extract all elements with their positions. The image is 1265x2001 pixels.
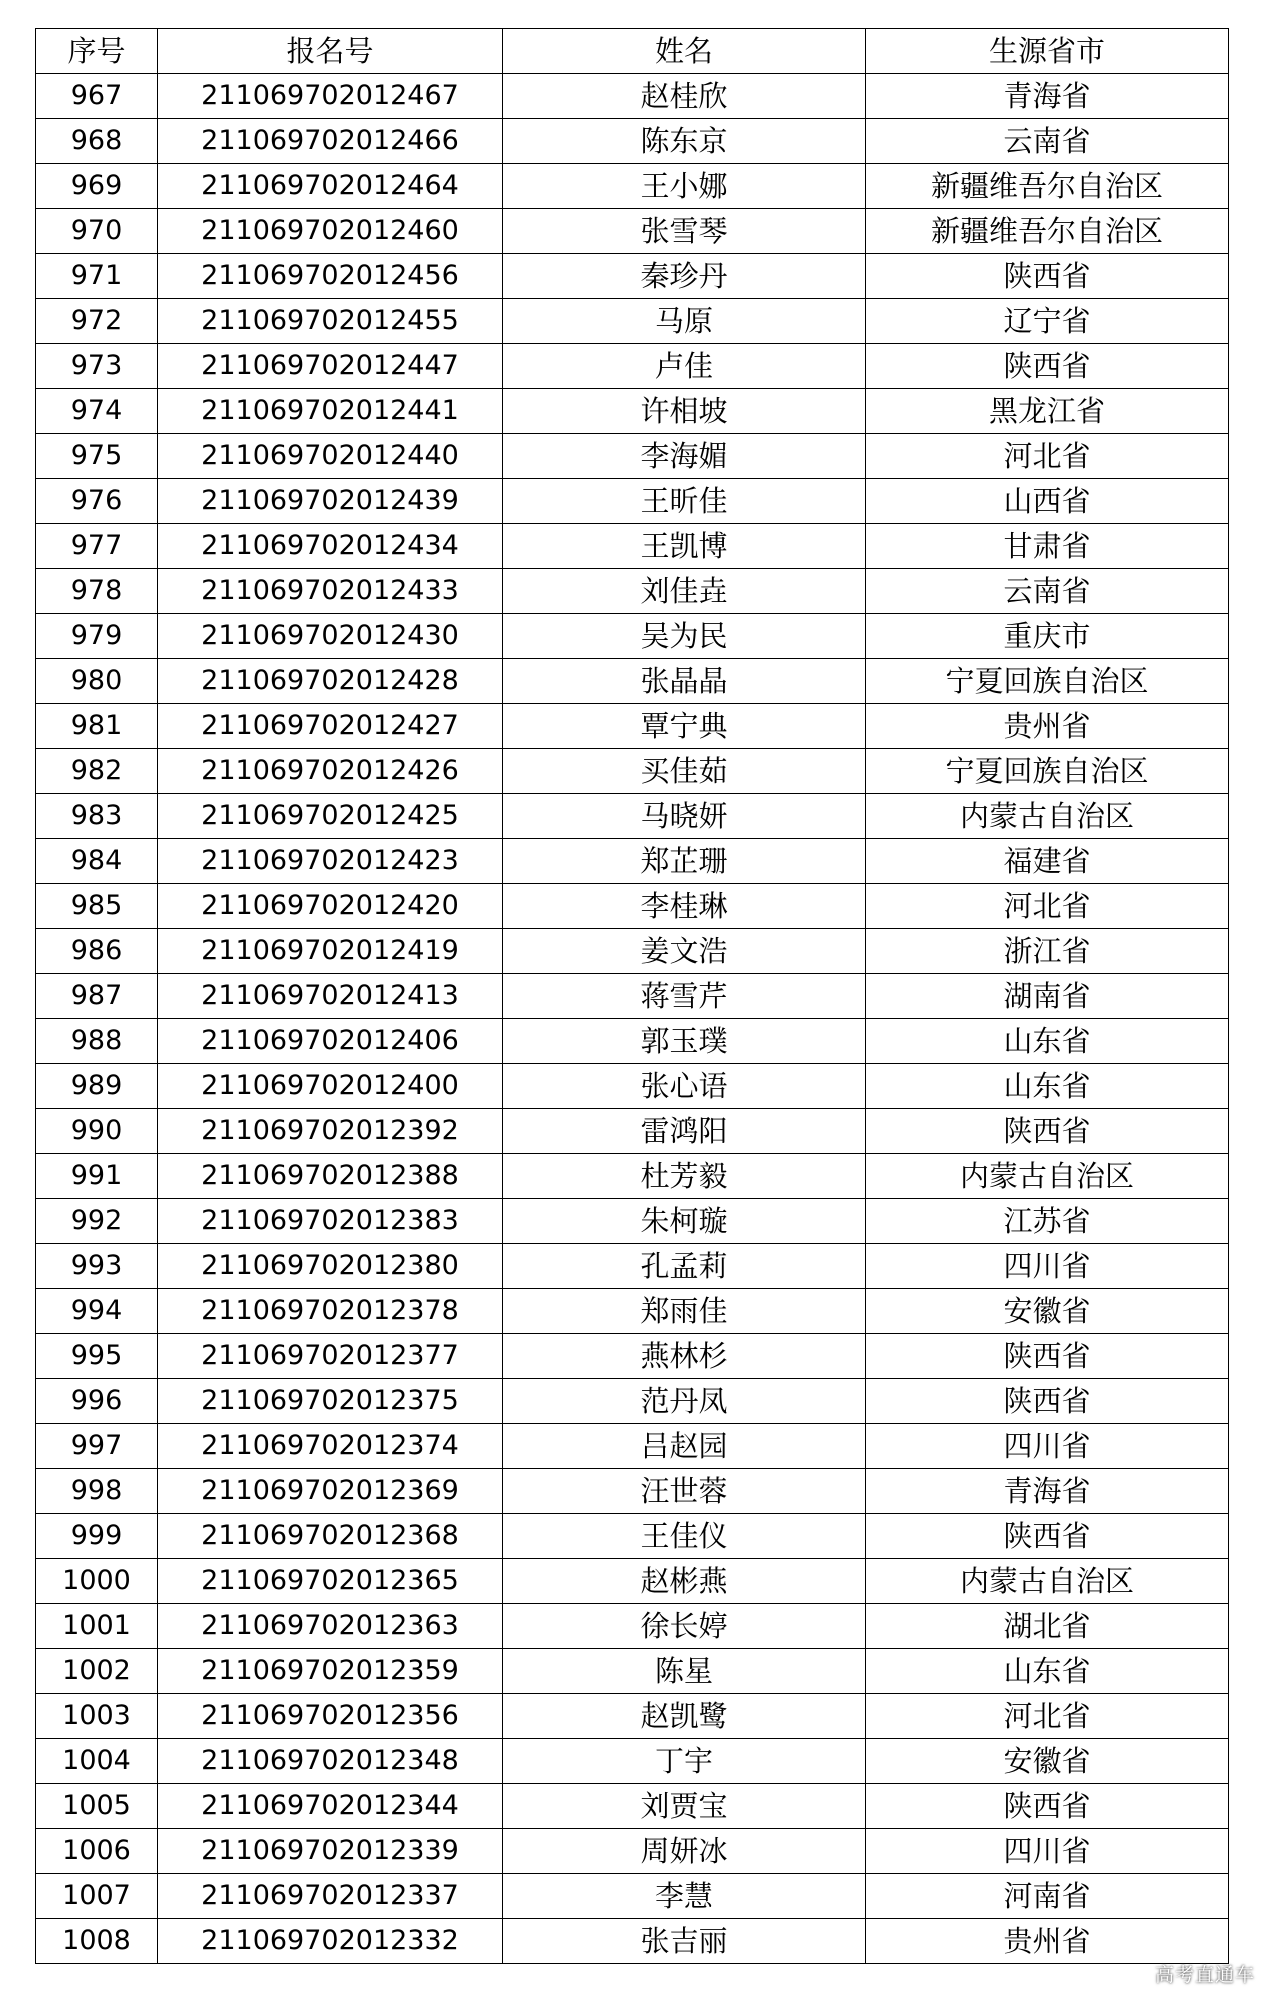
cell-name: 马原 — [503, 299, 866, 344]
cell-name: 周妍冰 — [503, 1829, 866, 1874]
header-seq: 序号 — [36, 29, 158, 74]
cell-seq: 977 — [36, 524, 158, 569]
cell-seq: 979 — [36, 614, 158, 659]
cell-reg-no: 211069702012447 — [158, 344, 503, 389]
cell-name: 刘佳垚 — [503, 569, 866, 614]
cell-reg-no: 211069702012430 — [158, 614, 503, 659]
table-row — [36, 1784, 1229, 1829]
cell-seq: 972 — [36, 299, 158, 344]
table-row — [36, 1514, 1229, 1559]
cell-name: 赵彬燕 — [503, 1559, 866, 1604]
cell-origin: 云南省 — [866, 119, 1229, 164]
cell-seq: 988 — [36, 1019, 158, 1064]
cell-seq: 984 — [36, 839, 158, 884]
table-row — [36, 1739, 1229, 1784]
cell-name: 许相坡 — [503, 389, 866, 434]
table-row — [36, 929, 1229, 974]
roster-table-container — [35, 28, 1228, 1964]
table-row — [36, 1424, 1229, 1469]
cell-reg-no: 211069702012427 — [158, 704, 503, 749]
cell-seq: 1000 — [36, 1559, 158, 1604]
cell-reg-no: 211069702012378 — [158, 1289, 503, 1334]
cell-seq: 1004 — [36, 1739, 158, 1784]
cell-seq: 978 — [36, 569, 158, 614]
cell-seq: 990 — [36, 1109, 158, 1154]
cell-reg-no: 211069702012368 — [158, 1514, 503, 1559]
cell-seq: 974 — [36, 389, 158, 434]
cell-seq: 997 — [36, 1424, 158, 1469]
cell-origin: 新疆维吾尔自治区 — [866, 209, 1229, 254]
header-row — [36, 29, 1229, 74]
cell-origin: 河北省 — [866, 434, 1229, 479]
cell-reg-no: 211069702012464 — [158, 164, 503, 209]
cell-name: 郑芷珊 — [503, 839, 866, 884]
cell-origin: 福建省 — [866, 839, 1229, 884]
cell-reg-no: 211069702012344 — [158, 1784, 503, 1829]
cell-name: 张吉丽 — [503, 1919, 866, 1964]
cell-name: 杜芳毅 — [503, 1154, 866, 1199]
cell-name: 郑雨佳 — [503, 1289, 866, 1334]
cell-reg-no: 211069702012439 — [158, 479, 503, 524]
cell-origin: 山东省 — [866, 1064, 1229, 1109]
cell-seq: 971 — [36, 254, 158, 299]
cell-seq: 969 — [36, 164, 158, 209]
table-row — [36, 344, 1229, 389]
cell-reg-no: 211069702012423 — [158, 839, 503, 884]
cell-name: 雷鸿阳 — [503, 1109, 866, 1154]
cell-name: 燕林杉 — [503, 1334, 866, 1379]
cell-reg-no: 211069702012377 — [158, 1334, 503, 1379]
cell-name: 李海媚 — [503, 434, 866, 479]
cell-reg-no: 211069702012392 — [158, 1109, 503, 1154]
cell-origin: 安徽省 — [866, 1739, 1229, 1784]
cell-origin: 云南省 — [866, 569, 1229, 614]
cell-name: 赵凯鹭 — [503, 1694, 866, 1739]
table-row — [36, 524, 1229, 569]
cell-seq: 989 — [36, 1064, 158, 1109]
cell-name: 吴为民 — [503, 614, 866, 659]
cell-seq: 985 — [36, 884, 158, 929]
cell-origin: 四川省 — [866, 1244, 1229, 1289]
cell-origin: 新疆维吾尔自治区 — [866, 164, 1229, 209]
cell-name: 汪世蓉 — [503, 1469, 866, 1514]
table-row — [36, 1154, 1229, 1199]
cell-seq: 986 — [36, 929, 158, 974]
cell-name: 郭玉璞 — [503, 1019, 866, 1064]
table-row — [36, 569, 1229, 614]
cell-reg-no: 211069702012339 — [158, 1829, 503, 1874]
cell-origin: 山西省 — [866, 479, 1229, 524]
table-row — [36, 1064, 1229, 1109]
cell-reg-no: 211069702012383 — [158, 1199, 503, 1244]
cell-name: 李桂琳 — [503, 884, 866, 929]
table-row — [36, 1289, 1229, 1334]
cell-reg-no: 211069702012406 — [158, 1019, 503, 1064]
cell-origin: 四川省 — [866, 1829, 1229, 1874]
cell-origin: 青海省 — [866, 1469, 1229, 1514]
cell-origin: 贵州省 — [866, 1919, 1229, 1964]
cell-seq: 1006 — [36, 1829, 158, 1874]
cell-reg-no: 211069702012441 — [158, 389, 503, 434]
cell-name: 孔孟莉 — [503, 1244, 866, 1289]
cell-seq: 995 — [36, 1334, 158, 1379]
cell-reg-no: 211069702012467 — [158, 74, 503, 119]
cell-origin: 浙江省 — [866, 929, 1229, 974]
cell-seq: 999 — [36, 1514, 158, 1559]
cell-name: 王昕佳 — [503, 479, 866, 524]
cell-reg-no: 211069702012420 — [158, 884, 503, 929]
cell-reg-no: 211069702012337 — [158, 1874, 503, 1919]
cell-name: 蒋雪芹 — [503, 974, 866, 1019]
table-row — [36, 794, 1229, 839]
cell-origin: 湖南省 — [866, 974, 1229, 1019]
cell-reg-no: 211069702012428 — [158, 659, 503, 704]
cell-name: 丁宇 — [503, 1739, 866, 1784]
cell-origin: 湖北省 — [866, 1604, 1229, 1649]
table-row — [36, 209, 1229, 254]
cell-name: 马晓妍 — [503, 794, 866, 839]
cell-seq: 1008 — [36, 1919, 158, 1964]
cell-seq: 967 — [36, 74, 158, 119]
cell-reg-no: 211069702012419 — [158, 929, 503, 974]
cell-seq: 1003 — [36, 1694, 158, 1739]
cell-reg-no: 211069702012374 — [158, 1424, 503, 1469]
cell-reg-no: 211069702012413 — [158, 974, 503, 1019]
cell-reg-no: 211069702012375 — [158, 1379, 503, 1424]
cell-reg-no: 211069702012466 — [158, 119, 503, 164]
cell-origin: 山东省 — [866, 1649, 1229, 1694]
cell-seq: 981 — [36, 704, 158, 749]
cell-reg-no: 211069702012425 — [158, 794, 503, 839]
cell-reg-no: 211069702012356 — [158, 1694, 503, 1739]
cell-name: 赵桂欣 — [503, 74, 866, 119]
watermark-text: 高考直通车 — [1154, 1964, 1255, 1986]
table-row — [36, 1334, 1229, 1379]
cell-origin: 陕西省 — [866, 1379, 1229, 1424]
cell-seq: 975 — [36, 434, 158, 479]
cell-name: 王凯博 — [503, 524, 866, 569]
table-row — [36, 1244, 1229, 1289]
cell-seq: 970 — [36, 209, 158, 254]
cell-reg-no: 211069702012348 — [158, 1739, 503, 1784]
table-row — [36, 884, 1229, 929]
cell-origin: 贵州省 — [866, 704, 1229, 749]
table-row — [36, 119, 1229, 164]
cell-name: 秦珍丹 — [503, 254, 866, 299]
table-row — [36, 1919, 1229, 1964]
cell-reg-no: 211069702012380 — [158, 1244, 503, 1289]
cell-seq: 976 — [36, 479, 158, 524]
cell-seq: 968 — [36, 119, 158, 164]
cell-seq: 973 — [36, 344, 158, 389]
cell-name: 陈东京 — [503, 119, 866, 164]
cell-origin: 陕西省 — [866, 344, 1229, 389]
cell-seq: 1007 — [36, 1874, 158, 1919]
cell-seq: 991 — [36, 1154, 158, 1199]
table-row — [36, 389, 1229, 434]
cell-origin: 内蒙古自治区 — [866, 1559, 1229, 1604]
cell-origin: 山东省 — [866, 1019, 1229, 1064]
table-row — [36, 1469, 1229, 1514]
cell-name: 刘贾宝 — [503, 1784, 866, 1829]
cell-reg-no: 211069702012400 — [158, 1064, 503, 1109]
cell-origin: 辽宁省 — [866, 299, 1229, 344]
table-row — [36, 74, 1229, 119]
table-header — [36, 29, 1229, 74]
cell-seq: 987 — [36, 974, 158, 1019]
cell-seq: 1005 — [36, 1784, 158, 1829]
table-body — [36, 74, 1229, 1964]
table-row — [36, 614, 1229, 659]
cell-name: 张晶晶 — [503, 659, 866, 704]
cell-origin: 内蒙古自治区 — [866, 794, 1229, 839]
cell-name: 李慧 — [503, 1874, 866, 1919]
cell-origin: 河南省 — [866, 1874, 1229, 1919]
cell-name: 吕赵园 — [503, 1424, 866, 1469]
cell-origin: 黑龙江省 — [866, 389, 1229, 434]
cell-name: 范丹凤 — [503, 1379, 866, 1424]
header-origin: 生源省市 — [866, 29, 1229, 74]
table-row — [36, 164, 1229, 209]
cell-name: 张雪琴 — [503, 209, 866, 254]
cell-reg-no: 211069702012455 — [158, 299, 503, 344]
cell-origin: 重庆市 — [866, 614, 1229, 659]
table-row — [36, 1874, 1229, 1919]
cell-name: 卢佳 — [503, 344, 866, 389]
cell-name: 朱柯璇 — [503, 1199, 866, 1244]
roster-table — [35, 28, 1229, 1964]
cell-reg-no: 211069702012426 — [158, 749, 503, 794]
table-row — [36, 1829, 1229, 1874]
header-reg-no: 报名号 — [158, 29, 503, 74]
table-row — [36, 1649, 1229, 1694]
cell-name: 陈星 — [503, 1649, 866, 1694]
cell-origin: 陕西省 — [866, 1109, 1229, 1154]
cell-seq: 1002 — [36, 1649, 158, 1694]
cell-name: 买佳茹 — [503, 749, 866, 794]
cell-reg-no: 211069702012456 — [158, 254, 503, 299]
table-row — [36, 254, 1229, 299]
cell-reg-no: 211069702012440 — [158, 434, 503, 479]
cell-seq: 1001 — [36, 1604, 158, 1649]
table-row — [36, 974, 1229, 1019]
cell-seq: 980 — [36, 659, 158, 704]
table-row — [36, 1019, 1229, 1064]
cell-seq: 983 — [36, 794, 158, 839]
table-row — [36, 299, 1229, 344]
table-row — [36, 1109, 1229, 1154]
cell-reg-no: 211069702012388 — [158, 1154, 503, 1199]
cell-reg-no: 211069702012363 — [158, 1604, 503, 1649]
cell-origin: 河北省 — [866, 1694, 1229, 1739]
cell-origin: 宁夏回族自治区 — [866, 749, 1229, 794]
cell-name: 姜文浩 — [503, 929, 866, 974]
table-row — [36, 479, 1229, 524]
cell-origin: 宁夏回族自治区 — [866, 659, 1229, 704]
cell-seq: 982 — [36, 749, 158, 794]
table-row — [36, 1694, 1229, 1739]
table-row — [36, 1559, 1229, 1604]
table-row — [36, 839, 1229, 884]
cell-reg-no: 211069702012369 — [158, 1469, 503, 1514]
cell-origin: 甘肃省 — [866, 524, 1229, 569]
cell-origin: 河北省 — [866, 884, 1229, 929]
header-name: 姓名 — [503, 29, 866, 74]
cell-origin: 内蒙古自治区 — [866, 1154, 1229, 1199]
cell-reg-no: 211069702012365 — [158, 1559, 503, 1604]
cell-origin: 青海省 — [866, 74, 1229, 119]
table-row — [36, 434, 1229, 479]
cell-seq: 996 — [36, 1379, 158, 1424]
cell-reg-no: 211069702012434 — [158, 524, 503, 569]
cell-name: 徐长婷 — [503, 1604, 866, 1649]
cell-seq: 994 — [36, 1289, 158, 1334]
cell-reg-no: 211069702012359 — [158, 1649, 503, 1694]
cell-origin: 陕西省 — [866, 1334, 1229, 1379]
cell-name: 王佳仪 — [503, 1514, 866, 1559]
cell-origin: 陕西省 — [866, 254, 1229, 299]
table-row — [36, 704, 1229, 749]
cell-name: 张心语 — [503, 1064, 866, 1109]
cell-reg-no: 211069702012332 — [158, 1919, 503, 1964]
cell-origin: 陕西省 — [866, 1514, 1229, 1559]
table-row — [36, 749, 1229, 794]
cell-seq: 992 — [36, 1199, 158, 1244]
cell-origin: 江苏省 — [866, 1199, 1229, 1244]
cell-reg-no: 211069702012433 — [158, 569, 503, 614]
table-row — [36, 659, 1229, 704]
table-row — [36, 1379, 1229, 1424]
cell-reg-no: 211069702012460 — [158, 209, 503, 254]
cell-seq: 998 — [36, 1469, 158, 1514]
cell-seq: 993 — [36, 1244, 158, 1289]
cell-origin: 安徽省 — [866, 1289, 1229, 1334]
cell-name: 覃宁典 — [503, 704, 866, 749]
cell-origin: 四川省 — [866, 1424, 1229, 1469]
table-row — [36, 1199, 1229, 1244]
table-row — [36, 1604, 1229, 1649]
cell-name: 王小娜 — [503, 164, 866, 209]
cell-origin: 陕西省 — [866, 1784, 1229, 1829]
